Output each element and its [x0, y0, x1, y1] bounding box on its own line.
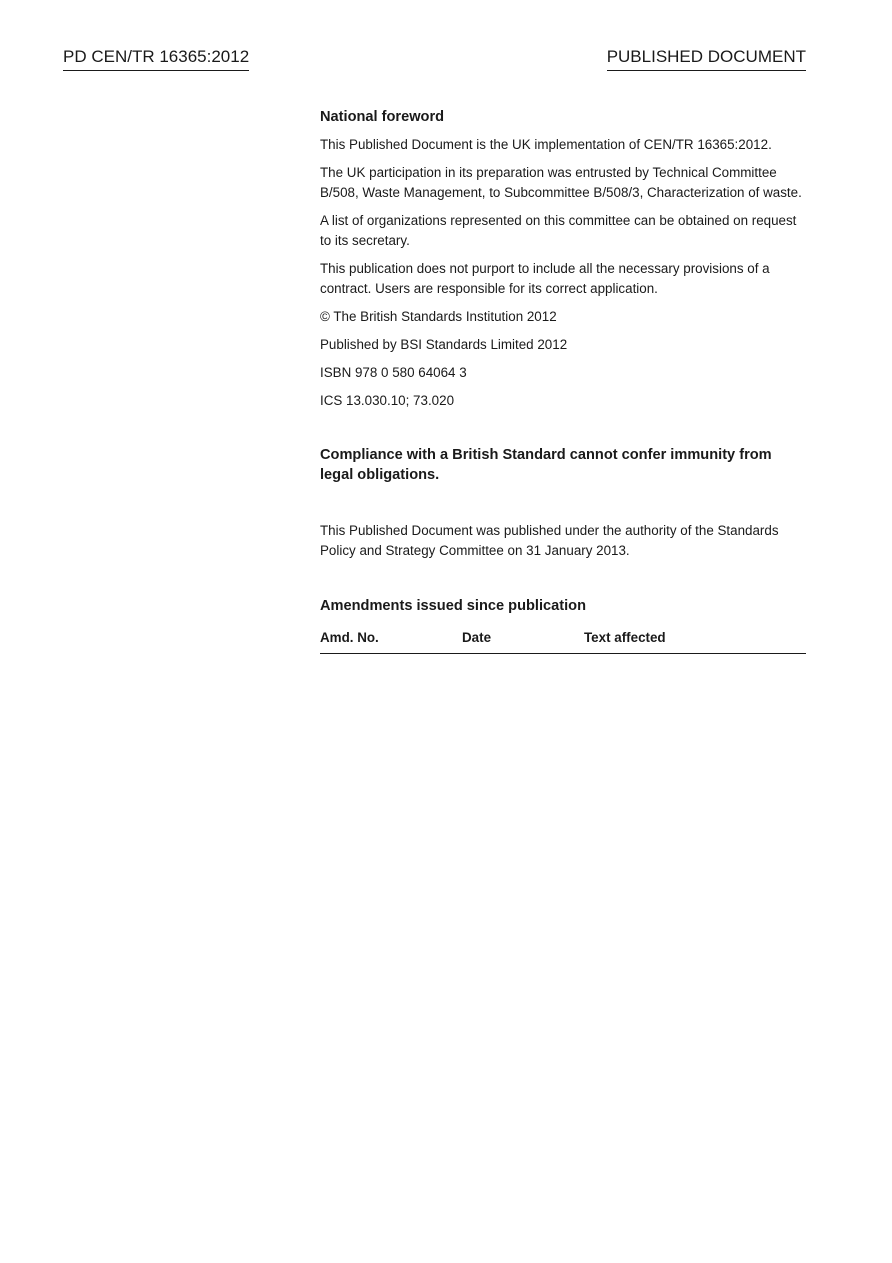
foreword-paragraph-participation: The UK participation in its preparation was entrusted by Technical Committee B/508, Waste Management, to Subcommittee B/508/3, Characterization of waste.: [320, 165, 802, 200]
copyright-line: © The British Standards Institution 2012: [320, 309, 557, 324]
amendments-column-text-affected: Text affected: [584, 630, 666, 645]
foreword-title: National foreword: [320, 109, 445, 125]
foreword-section: [320, 107, 806, 654]
authority-statement: This Published Document was published under the authority of the Standards Policy and Strategy Committee on 31 January 2013.: [320, 523, 779, 558]
foreword-paragraph-organizations: A list of organizations represented on this committee can be obtained on request to its secretary.: [320, 213, 797, 248]
amendments-column-amd-no: Amd. No.: [320, 630, 379, 645]
compliance-statement: Compliance with a British Standard cannot confer immunity from legal obligations.: [320, 447, 772, 483]
isbn-line: ISBN 978 0 580 64064 3: [320, 365, 467, 380]
publisher-line: Published by BSI Standards Limited 2012: [320, 337, 568, 352]
document-id-header: PD CEN/TR 16365:2012: [63, 46, 249, 71]
foreword-paragraph-provisions: This publication does not purport to include all the necessary provisions of a contract. Users are responsible for its correct application.: [320, 261, 770, 296]
amendments-table-header: [320, 628, 806, 654]
ics-line: ICS 13.030.10; 73.020: [320, 393, 455, 408]
foreword-paragraph-implementation: This Published Document is the UK implementation of CEN/TR 16365:2012.: [320, 137, 772, 152]
amendments-column-date: Date: [462, 630, 492, 645]
document-type-header: PUBLISHED DOCUMENT: [607, 46, 806, 71]
amendments-title: Amendments issued since publication: [320, 598, 586, 614]
